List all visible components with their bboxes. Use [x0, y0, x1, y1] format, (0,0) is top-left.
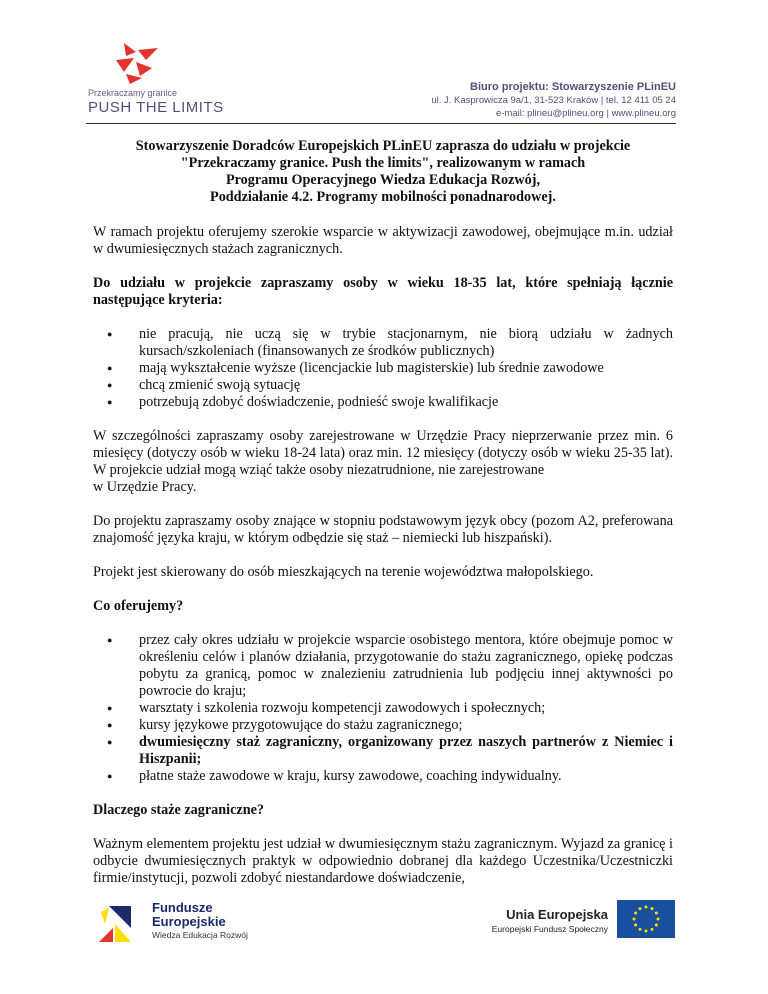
eu-star-icon	[655, 912, 658, 915]
eu-star-icon	[639, 907, 642, 910]
offer-list	[93, 632, 673, 785]
eu-star-icon	[657, 918, 660, 921]
ue-line-2: Europejski Fundusz Społeczny	[491, 924, 608, 934]
fundusze-europejskie-logo	[95, 898, 145, 946]
list-item: ● dwumiesięczny staż zagraniczny, organizowany przez naszych partnerów z Niemiec i Hiszpanii;	[139, 734, 673, 768]
eu-star-icon	[634, 912, 637, 915]
list-item: ● potrzebują zdobyć doświadczenie, podnieść swoje kwalifikacje	[139, 394, 673, 411]
criteria-heading: Do udziału w projekcie zapraszamy osoby w wieku 18-35 lat, które spełniają łącznie następujące kryteria:	[93, 275, 673, 308]
criteria-list	[93, 326, 673, 411]
eu-star-icon	[651, 928, 654, 931]
why-heading: Dlaczego staże zagraniczne?	[93, 802, 264, 818]
unia-europejska-text	[492, 907, 608, 935]
eu-star-icon	[655, 924, 658, 927]
paragraph-registration	[93, 428, 673, 496]
list-item: ● przez cały okres udziału w projekcie wsparcie osobistego mentora, które obejmuje pomoc w określeniu celów i planów działania, przygotowanie do stażu zagranicznego, opiekę podczas pobytu za granicą, pomoc w znalezieniu zatrudnienia lub podjęciu innej aktywności po powrocie do kraju;	[139, 632, 673, 700]
eu-star-icon	[645, 906, 648, 909]
logo-tagline: Przekraczamy granice	[88, 88, 178, 98]
fundusze-europejskie-text	[152, 901, 248, 941]
office-address: ul. J. Kasprowicza 9a/1, 31-523 Kraków | tel. 12 411 05 24	[431, 95, 676, 106]
intro-line-3: Programu Operacyjnego Wiedza Edukacja Rozwój,	[225, 172, 541, 188]
fe-line-1: Fundusze	[152, 900, 213, 915]
fe-line-3: Wiedza Edukacja Rozwój	[152, 930, 248, 940]
intro-line-1: Stowarzyszenie Doradców Europejskich PLinEU zaprasza do udziału w projekcie	[135, 138, 631, 154]
office-info	[431, 80, 676, 120]
list-item: ● nie pracują, nie uczą się w trybie stacjonarnym, nie biorą udziału w żadnych kursach/szkoleniach (finansowanych ze środków publicznych)	[139, 326, 673, 360]
paragraph-registration-end: w Urzędzie Pracy.	[93, 479, 197, 495]
eu-star-icon	[639, 928, 642, 931]
list-item: ● płatne staże zawodowe w kraju, kursy zawodowe, coaching indywidualny.	[139, 768, 673, 785]
list-item: ● mają wykształcenie wyższe (licencjackie lub magisterskie) lub średnie zawodowe	[139, 360, 673, 377]
office-contact: e-mail: plineu@plineu.org | www.plineu.org	[495, 108, 676, 119]
intro-line-2: "Przekraczamy granice. Push the limits", realizowanym w ramach	[180, 155, 586, 171]
logo-name: PUSH THE LIMITS	[88, 99, 224, 116]
ue-line-1: Unia Europejska	[506, 907, 608, 922]
document-body	[93, 138, 673, 904]
list-item: ● kursy językowe przygotowujące do stażu zagranicznego;	[139, 717, 673, 734]
paragraph-language: Do projektu zapraszamy osoby znające w stopniu podstawowym język obcy (pozom A2, preferowana znajomość języka kraju, w którym odbędzie się staż – niemiecki lub hiszpański).	[93, 513, 673, 546]
office-name: Biuro projektu: Stowarzyszenie PLinEU	[470, 81, 676, 93]
page-footer	[0, 890, 768, 994]
eu-flag-icon	[617, 900, 675, 938]
paragraph-internship: Ważnym elementem projektu jest udział w dwumiesięcznym stażu zagranicznym. Wyjazd za granicę i odbycie dwumiesięcznych praktyk w odpowiednio dobranej dla każdego Uczestnika/Uczestniczki firmie/instytucji, pozwoli zdobyć niestandardowe doświadczenie,	[93, 836, 673, 886]
eu-star-icon	[645, 930, 648, 933]
eu-star-icon	[651, 907, 654, 910]
paragraph-support: W ramach projektu oferujemy szerokie wsparcie w aktywizacji zawodowej, obejmujące m.in. udział w dwumiesięcznych stażach zagranicznych.	[93, 224, 673, 257]
paragraph-region: Projekt jest skierowany do osób mieszkających na terenie województwa małopolskiego.	[93, 564, 594, 580]
page-header	[0, 0, 768, 125]
eu-star-icon	[633, 918, 636, 921]
paragraph-registration-main: W szczególności zapraszamy osoby zarejestrowane w Urzędzie Pracy nieprzerwanie przez min. 6 miesięcy (dotyczy osób w wieku 18-24 lata) oraz min. 12 miesięcy (dotyczy osób w wieku 25-35 lat). W projekcie udział mogą wziąć także osoby niezatrudnione, nie zarejestrowane	[93, 428, 673, 478]
list-item: ● warsztaty i szkolenia rozwoju kompetencji zawodowych i społecznych;	[139, 700, 673, 717]
intro-line-4: Poddziałanie 4.2. Programy mobilności ponadnarodowej.	[210, 189, 556, 205]
fe-line-2: Europejskie	[152, 914, 226, 929]
intro-heading	[93, 138, 673, 206]
header-divider	[86, 123, 676, 124]
offer-heading: Co oferujemy?	[93, 598, 184, 614]
list-item: ● chcą zmienić swoją sytuację	[139, 377, 673, 394]
eu-star-icon	[634, 924, 637, 927]
